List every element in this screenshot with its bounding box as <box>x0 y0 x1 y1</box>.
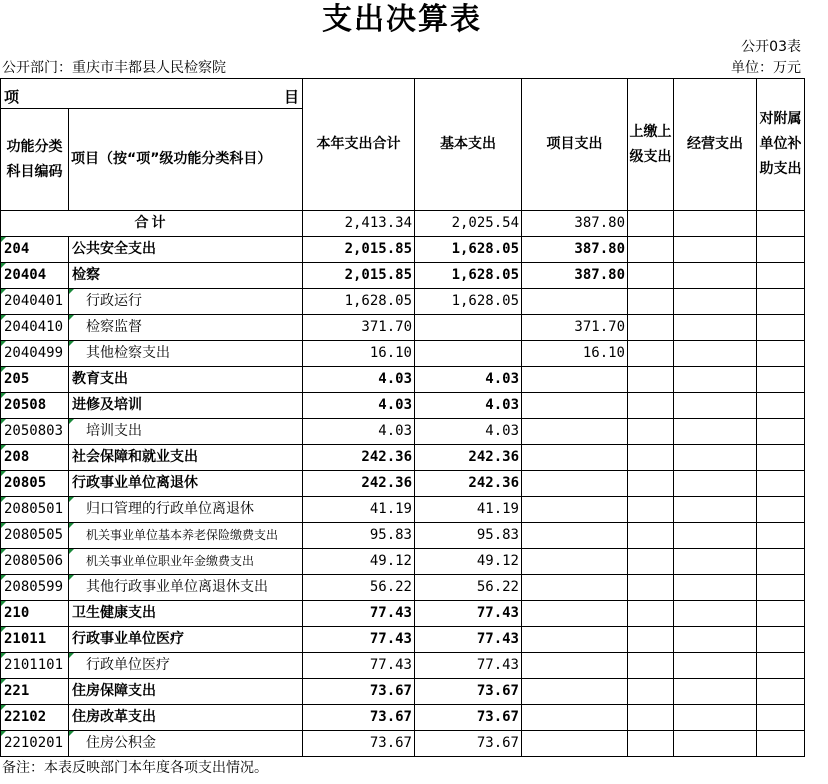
row-name: 公共安全支出 <box>69 237 303 263</box>
row-subsidy <box>757 393 805 419</box>
row-subsidy <box>757 549 805 575</box>
row-business <box>674 237 757 263</box>
row-basic: 4.03 <box>415 367 522 393</box>
header-total: 本年支出合计 <box>303 79 415 211</box>
row-project <box>522 497 628 523</box>
row-project <box>522 731 628 757</box>
row-subsidy <box>757 445 805 471</box>
total-row <box>1 211 805 237</box>
row-name: 住房公积金 <box>69 731 303 757</box>
header-mu: 目 <box>283 88 299 106</box>
row-business <box>674 575 757 601</box>
row-total: 56.22 <box>303 575 415 601</box>
table-row <box>1 237 805 263</box>
row-business <box>674 419 757 445</box>
row-project: 16.10 <box>522 341 628 367</box>
row-project <box>522 601 628 627</box>
row-business <box>674 289 757 315</box>
page-title: 支出决算表 <box>322 2 482 37</box>
row-subsidy <box>757 419 805 445</box>
row-upper <box>628 445 674 471</box>
table-row <box>1 627 805 653</box>
row-code: 2050803 <box>1 419 69 445</box>
header-project: 项目支出 <box>522 79 628 211</box>
row-code: 2040410 <box>1 315 69 341</box>
row-business <box>674 523 757 549</box>
row-project <box>522 549 628 575</box>
row-upper <box>628 497 674 523</box>
row-basic: 41.19 <box>415 497 522 523</box>
row-business <box>674 679 757 705</box>
header-subsidy: 对附属单位补助支出 <box>757 79 805 211</box>
table-row <box>1 497 805 523</box>
row-name: 机关事业单位基本养老保险缴费支出 <box>69 523 303 549</box>
row-upper <box>628 705 674 731</box>
row-basic: 73.67 <box>415 731 522 757</box>
row-code: 205 <box>1 367 69 393</box>
row-code: 21011 <box>1 627 69 653</box>
row-subsidy <box>757 523 805 549</box>
row-basic: 77.43 <box>415 601 522 627</box>
row-basic: 4.03 <box>415 393 522 419</box>
row-upper <box>628 549 674 575</box>
row-business <box>674 731 757 757</box>
row-code: 204 <box>1 237 69 263</box>
row-project: 387.80 <box>522 237 628 263</box>
row-project <box>522 523 628 549</box>
row-upper <box>628 627 674 653</box>
table-row <box>1 653 805 679</box>
table-row <box>1 315 805 341</box>
row-project <box>522 445 628 471</box>
row-upper <box>628 601 674 627</box>
row-total: 77.43 <box>303 653 415 679</box>
row-business <box>674 627 757 653</box>
table-row <box>1 549 805 575</box>
row-upper <box>628 653 674 679</box>
row-business <box>674 653 757 679</box>
row-name: 检察监督 <box>69 315 303 341</box>
row-name: 进修及培训 <box>69 393 303 419</box>
row-upper <box>628 263 674 289</box>
row-subsidy <box>757 497 805 523</box>
row-code: 2080506 <box>1 549 69 575</box>
row-business <box>674 601 757 627</box>
row-name: 住房保障支出 <box>69 679 303 705</box>
header-business: 经营支出 <box>674 79 757 211</box>
row-code: 208 <box>1 445 69 471</box>
row-name: 住房改革支出 <box>69 705 303 731</box>
row-basic <box>415 341 522 367</box>
total-basic: 2,025.54 <box>415 211 522 237</box>
table-row <box>1 523 805 549</box>
header-xiang: 项 <box>4 88 20 106</box>
row-project <box>522 653 628 679</box>
department-label: 公开部门：重庆市丰都县人民检察院 <box>2 60 226 76</box>
total-subsidy <box>757 211 805 237</box>
total-label: 合计 <box>1 211 303 237</box>
row-upper <box>628 237 674 263</box>
row-business <box>674 471 757 497</box>
row-business <box>674 367 757 393</box>
row-business <box>674 315 757 341</box>
row-subsidy <box>757 575 805 601</box>
row-subsidy <box>757 601 805 627</box>
header-basic: 基本支出 <box>415 79 522 211</box>
row-upper <box>628 289 674 315</box>
row-name: 行政单位医疗 <box>69 653 303 679</box>
row-code: 20404 <box>1 263 69 289</box>
row-basic: 77.43 <box>415 653 522 679</box>
row-subsidy <box>757 263 805 289</box>
row-name: 行政事业单位医疗 <box>69 627 303 653</box>
table-row <box>1 289 805 315</box>
row-total: 242.36 <box>303 445 415 471</box>
row-basic: 95.83 <box>415 523 522 549</box>
row-project: 371.70 <box>522 315 628 341</box>
table-row <box>1 705 805 731</box>
row-upper <box>628 315 674 341</box>
row-project <box>522 419 628 445</box>
table-row <box>1 731 805 757</box>
row-name: 机关事业单位职业年金缴费支出 <box>69 549 303 575</box>
row-basic: 242.36 <box>415 471 522 497</box>
row-total: 77.43 <box>303 627 415 653</box>
row-basic: 242.36 <box>415 445 522 471</box>
row-business <box>674 393 757 419</box>
table-number: 公开03表 <box>741 39 801 55</box>
table-row <box>1 445 805 471</box>
row-basic: 56.22 <box>415 575 522 601</box>
total-upper <box>628 211 674 237</box>
row-basic: 1,628.05 <box>415 289 522 315</box>
row-name: 其他检察支出 <box>69 341 303 367</box>
row-basic: 73.67 <box>415 705 522 731</box>
row-name: 归口管理的行政单位离退休 <box>69 497 303 523</box>
table-row <box>1 679 805 705</box>
row-project <box>522 471 628 497</box>
row-upper <box>628 679 674 705</box>
expenditure-table <box>0 78 805 757</box>
row-code: 221 <box>1 679 69 705</box>
row-total: 4.03 <box>303 419 415 445</box>
row-subsidy <box>757 679 805 705</box>
row-code: 2080505 <box>1 523 69 549</box>
row-subsidy <box>757 367 805 393</box>
row-project <box>522 627 628 653</box>
row-project <box>522 575 628 601</box>
row-subsidy <box>757 341 805 367</box>
row-code: 20508 <box>1 393 69 419</box>
row-subsidy <box>757 653 805 679</box>
row-subsidy <box>757 289 805 315</box>
row-project <box>522 705 628 731</box>
total-business <box>674 211 757 237</box>
table-row <box>1 419 805 445</box>
row-total: 371.70 <box>303 315 415 341</box>
table-row <box>1 393 805 419</box>
unit-label: 单位：万元 <box>731 60 801 76</box>
row-code: 2040499 <box>1 341 69 367</box>
row-name: 行政事业单位离退休 <box>69 471 303 497</box>
row-total: 73.67 <box>303 731 415 757</box>
header-upper: 上缴上级支出 <box>628 79 674 211</box>
header-code: 功能分类科目编码 <box>1 109 69 211</box>
row-subsidy <box>757 471 805 497</box>
row-name: 培训支出 <box>69 419 303 445</box>
row-upper <box>628 393 674 419</box>
row-upper <box>628 731 674 757</box>
row-business <box>674 549 757 575</box>
row-code: 2080501 <box>1 497 69 523</box>
row-name: 教育支出 <box>69 367 303 393</box>
row-name: 检察 <box>69 263 303 289</box>
row-upper <box>628 523 674 549</box>
row-subsidy <box>757 705 805 731</box>
row-code: 2210201 <box>1 731 69 757</box>
row-total: 49.12 <box>303 549 415 575</box>
row-upper <box>628 575 674 601</box>
row-code: 22102 <box>1 705 69 731</box>
row-subsidy <box>757 315 805 341</box>
total-total: 2,413.34 <box>303 211 415 237</box>
row-total: 4.03 <box>303 393 415 419</box>
row-subsidy <box>757 731 805 757</box>
row-basic: 4.03 <box>415 419 522 445</box>
row-project <box>522 289 628 315</box>
row-project <box>522 367 628 393</box>
row-upper <box>628 367 674 393</box>
header-name: 项目（按“项”级功能分类科目） <box>69 109 303 211</box>
row-total: 242.36 <box>303 471 415 497</box>
row-total: 73.67 <box>303 679 415 705</box>
row-basic: 1,628.05 <box>415 263 522 289</box>
row-total: 41.19 <box>303 497 415 523</box>
row-business <box>674 445 757 471</box>
row-upper <box>628 419 674 445</box>
row-name: 行政运行 <box>69 289 303 315</box>
row-project <box>522 393 628 419</box>
row-code: 2040401 <box>1 289 69 315</box>
row-upper <box>628 341 674 367</box>
row-business <box>674 263 757 289</box>
row-name: 其他行政事业单位离退休支出 <box>69 575 303 601</box>
table-row <box>1 367 805 393</box>
total-project: 387.80 <box>522 211 628 237</box>
row-business <box>674 497 757 523</box>
table-row <box>1 471 805 497</box>
row-business <box>674 705 757 731</box>
row-name: 社会保障和就业支出 <box>69 445 303 471</box>
row-code: 20805 <box>1 471 69 497</box>
row-project <box>522 679 628 705</box>
footnote: 备注：本表反映部门本年度各项支出情况。 <box>2 760 268 776</box>
row-total: 95.83 <box>303 523 415 549</box>
row-total: 73.67 <box>303 705 415 731</box>
table-row <box>1 341 805 367</box>
row-upper <box>628 471 674 497</box>
row-basic: 73.67 <box>415 679 522 705</box>
header-xiang-mu <box>1 79 303 109</box>
row-business <box>674 341 757 367</box>
row-total: 77.43 <box>303 601 415 627</box>
row-name: 卫生健康支出 <box>69 601 303 627</box>
table-row <box>1 601 805 627</box>
row-code: 2101101 <box>1 653 69 679</box>
row-subsidy <box>757 627 805 653</box>
table-row <box>1 263 805 289</box>
table-row <box>1 575 805 601</box>
row-total: 1,628.05 <box>303 289 415 315</box>
row-total: 2,015.85 <box>303 237 415 263</box>
row-basic: 1,628.05 <box>415 237 522 263</box>
row-total: 16.10 <box>303 341 415 367</box>
row-basic: 77.43 <box>415 627 522 653</box>
row-subsidy <box>757 237 805 263</box>
row-code: 210 <box>1 601 69 627</box>
row-code: 2080599 <box>1 575 69 601</box>
row-total: 2,015.85 <box>303 263 415 289</box>
row-basic <box>415 315 522 341</box>
row-total: 4.03 <box>303 367 415 393</box>
row-basic: 49.12 <box>415 549 522 575</box>
row-project: 387.80 <box>522 263 628 289</box>
